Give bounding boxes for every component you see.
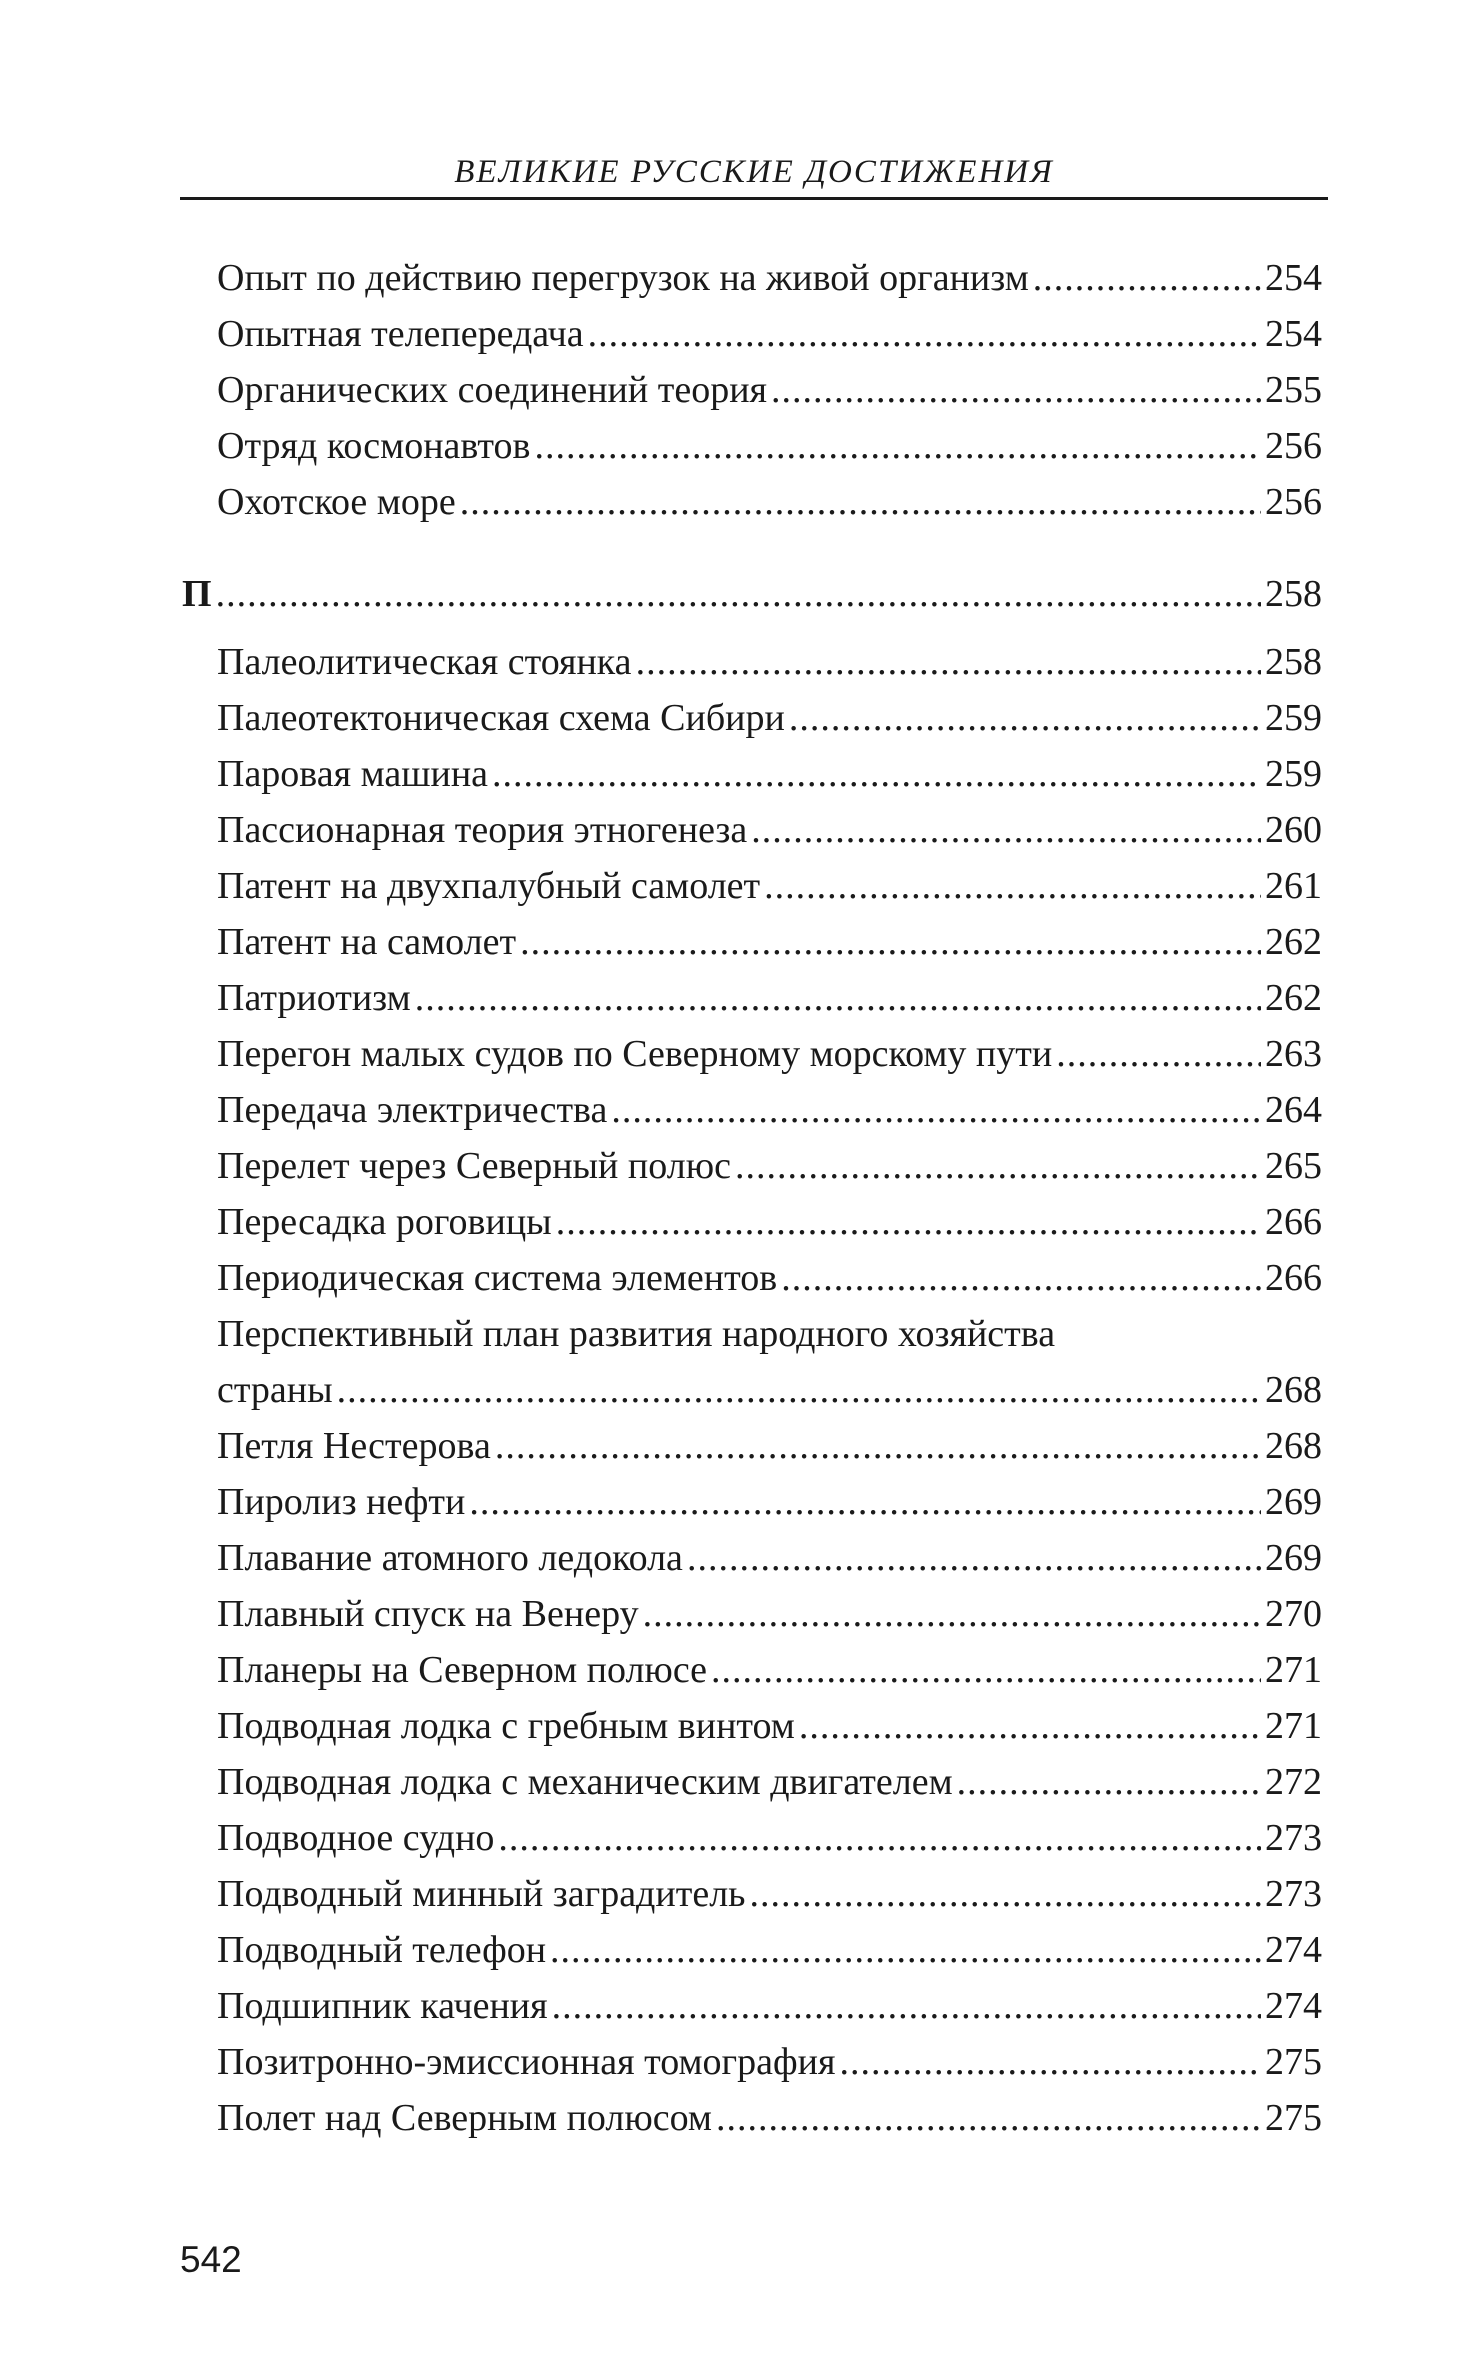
toc-entry-title: Петля Нестерова (217, 1425, 491, 1467)
toc-entry-title: Опытная телепередача (217, 313, 584, 355)
toc-entry (180, 1810, 1322, 1866)
toc-entry-title: Пересадка роговицы (217, 1201, 552, 1243)
toc-entry-continuation (180, 1362, 1322, 1418)
toc-entry (180, 474, 1322, 530)
toc-entry-title: Опыт по действию перегрузок на живой организм (217, 257, 1029, 299)
toc-entry-title: Патриотизм (217, 977, 411, 1019)
toc-entry (180, 306, 1322, 362)
toc-entry (180, 1138, 1322, 1194)
toc-page-number: 254 (1265, 257, 1322, 299)
toc-entry-title: Подводный телефон (217, 1929, 547, 1971)
toc-page-number: 266 (1265, 1201, 1322, 1243)
toc-entry-title: Пиролиз нефти (217, 1481, 466, 1523)
toc-entry-title: Палеотектоническая схема Сибири (217, 697, 785, 739)
toc-page-number: 264 (1265, 1089, 1322, 1131)
toc-page-number: 260 (1265, 809, 1322, 851)
toc-page-number: 272 (1265, 1761, 1322, 1803)
dot-leader (1056, 1026, 1261, 1082)
dot-leader (520, 914, 1261, 970)
toc-entry (180, 1306, 1322, 1362)
toc-entry-title: Плавание атомного ледокола (217, 1537, 683, 1579)
toc-entry (180, 1642, 1322, 1698)
dot-leader (643, 1586, 1261, 1642)
toc-entry (180, 746, 1322, 802)
toc-entry (180, 1586, 1322, 1642)
dot-leader (750, 1866, 1262, 1922)
toc-entry (180, 1866, 1322, 1922)
toc-entry-title: Паровая машина (217, 753, 489, 795)
toc-page-number: 273 (1265, 1817, 1322, 1859)
toc-page-number: 256 (1265, 481, 1322, 523)
dot-leader (495, 1418, 1261, 1474)
toc-entry-title: Перегон малых судов по Северному морскому пути (217, 1033, 1053, 1075)
toc-page-number: 254 (1265, 313, 1322, 355)
dot-leader (534, 418, 1261, 474)
toc-page-number: 271 (1265, 1649, 1322, 1691)
toc-entry (180, 1698, 1322, 1754)
toc-entry-title: Планеры на Северном полюсе (217, 1649, 708, 1691)
page-number: 542 (180, 2239, 242, 2280)
toc-page-number: 262 (1265, 921, 1322, 963)
toc-entry (180, 1250, 1322, 1306)
toc-page-number: 268 (1265, 1369, 1322, 1411)
dot-leader (1033, 250, 1261, 306)
toc-entry-title: страны (217, 1369, 333, 1411)
toc-page-number: 269 (1265, 1481, 1322, 1523)
toc-entry (180, 1474, 1322, 1530)
toc-entry (180, 970, 1322, 1026)
toc-entry (180, 2090, 1322, 2146)
toc-entry-title: Пассионарная теория этногенеза (217, 809, 748, 851)
toc-entry-title: Патент на самолет (217, 921, 517, 963)
running-header (180, 150, 1328, 200)
toc-entry (180, 858, 1322, 914)
toc-entry (180, 634, 1322, 690)
toc-section-letter (180, 566, 1322, 622)
toc-page-number: 259 (1265, 753, 1322, 795)
toc-page-number: 274 (1265, 1929, 1322, 1971)
toc-page-number: 262 (1265, 977, 1322, 1019)
dot-leader (839, 2034, 1261, 2090)
dot-leader (957, 1754, 1261, 1810)
dot-leader (498, 1810, 1261, 1866)
toc-page-number: 270 (1265, 1593, 1322, 1635)
dot-leader (751, 802, 1261, 858)
toc-entry-title: Подводное судно (217, 1817, 495, 1859)
toc-entry (180, 1194, 1322, 1250)
toc-entry-title: Подводный минный заградитель (217, 1873, 746, 1915)
toc-entry (180, 690, 1322, 746)
dot-leader (216, 566, 1261, 622)
toc-page-number: 269 (1265, 1537, 1322, 1579)
toc-page-number: 263 (1265, 1033, 1322, 1075)
dot-leader (735, 1138, 1261, 1194)
toc-entry-title: Периодическая система элементов (217, 1257, 778, 1299)
toc-entry (180, 1978, 1322, 2034)
dot-leader (337, 1362, 1261, 1418)
toc-entry (180, 1754, 1322, 1810)
dot-leader (492, 746, 1261, 802)
dot-leader (716, 2090, 1261, 2146)
toc-page-number: 258 (1265, 641, 1322, 683)
toc-page-number: 265 (1265, 1145, 1322, 1187)
toc-page-number: 266 (1265, 1257, 1322, 1299)
dot-leader (781, 1250, 1261, 1306)
toc-entry-title: Органических соединений теория (217, 369, 768, 411)
toc-page-number: 274 (1265, 1985, 1322, 2027)
toc-page-number: 261 (1265, 865, 1322, 907)
toc-entry-title: Подводная лодка с механическим двигателем (217, 1761, 953, 1803)
dot-leader (415, 970, 1261, 1026)
toc-entry-title: Отряд космонавтов (217, 425, 531, 467)
dot-leader (460, 474, 1261, 530)
dot-leader (588, 306, 1261, 362)
toc-entry (180, 250, 1322, 306)
toc-page-number: 255 (1265, 369, 1322, 411)
toc-entry (180, 2034, 1322, 2090)
toc-entry-title: Охотское море (217, 481, 456, 523)
toc-entry (180, 1418, 1322, 1474)
toc-page-number: 273 (1265, 1873, 1322, 1915)
toc-page-number: 275 (1265, 2097, 1322, 2139)
toc-entry (180, 802, 1322, 858)
toc-page-number: 256 (1265, 425, 1322, 467)
dot-leader (687, 1530, 1261, 1586)
toc-entry-title: Позитронно-эмиссионная томография (217, 2041, 836, 2083)
toc-page-number: 268 (1265, 1425, 1322, 1467)
toc-entry-title: Патент на двухпалубный самолет (217, 865, 761, 907)
dot-leader (550, 1922, 1261, 1978)
dot-leader (799, 1698, 1261, 1754)
dot-leader (552, 1978, 1261, 2034)
toc-entry-title: Подводная лодка с гребным винтом (217, 1705, 795, 1747)
toc-page-number: 258 (1265, 573, 1322, 615)
toc-entry (180, 914, 1322, 970)
dot-leader (611, 1082, 1261, 1138)
toc-entry (180, 1082, 1322, 1138)
dot-leader (636, 634, 1261, 690)
toc-entry (180, 1530, 1322, 1586)
running-header-title: ВЕЛИКИЕ РУССКИЕ ДОСТИЖЕНИЯ (454, 154, 1054, 190)
toc-section-letter-label: П (182, 573, 212, 615)
dot-leader (711, 1642, 1261, 1698)
toc-page-number: 271 (1265, 1705, 1322, 1747)
dot-leader (469, 1474, 1261, 1530)
toc-entry-title: Палеолитическая стоянка (217, 641, 632, 683)
dot-leader (764, 858, 1261, 914)
toc-entry (180, 362, 1322, 418)
toc-entry (180, 418, 1322, 474)
toc-entry-title: Подшипник качения (217, 1985, 548, 2027)
dot-leader (771, 362, 1261, 418)
toc-entry (180, 1026, 1322, 1082)
dot-leader (556, 1194, 1261, 1250)
toc-page-number: 275 (1265, 2041, 1322, 2083)
toc-entry-title: Перспективный план развития народного хозяйства (217, 1313, 1056, 1355)
toc-entry-title: Передача электричества (217, 1089, 608, 1131)
toc-entry-title: Перелет через Северный полюс (217, 1145, 731, 1187)
toc-entry-title: Полет над Северным полюсом (217, 2097, 712, 2139)
toc-entry (180, 1922, 1322, 1978)
toc-page-number: 259 (1265, 697, 1322, 739)
toc-entry-title: Плавный спуск на Венеру (217, 1593, 639, 1635)
dot-leader (789, 690, 1261, 746)
